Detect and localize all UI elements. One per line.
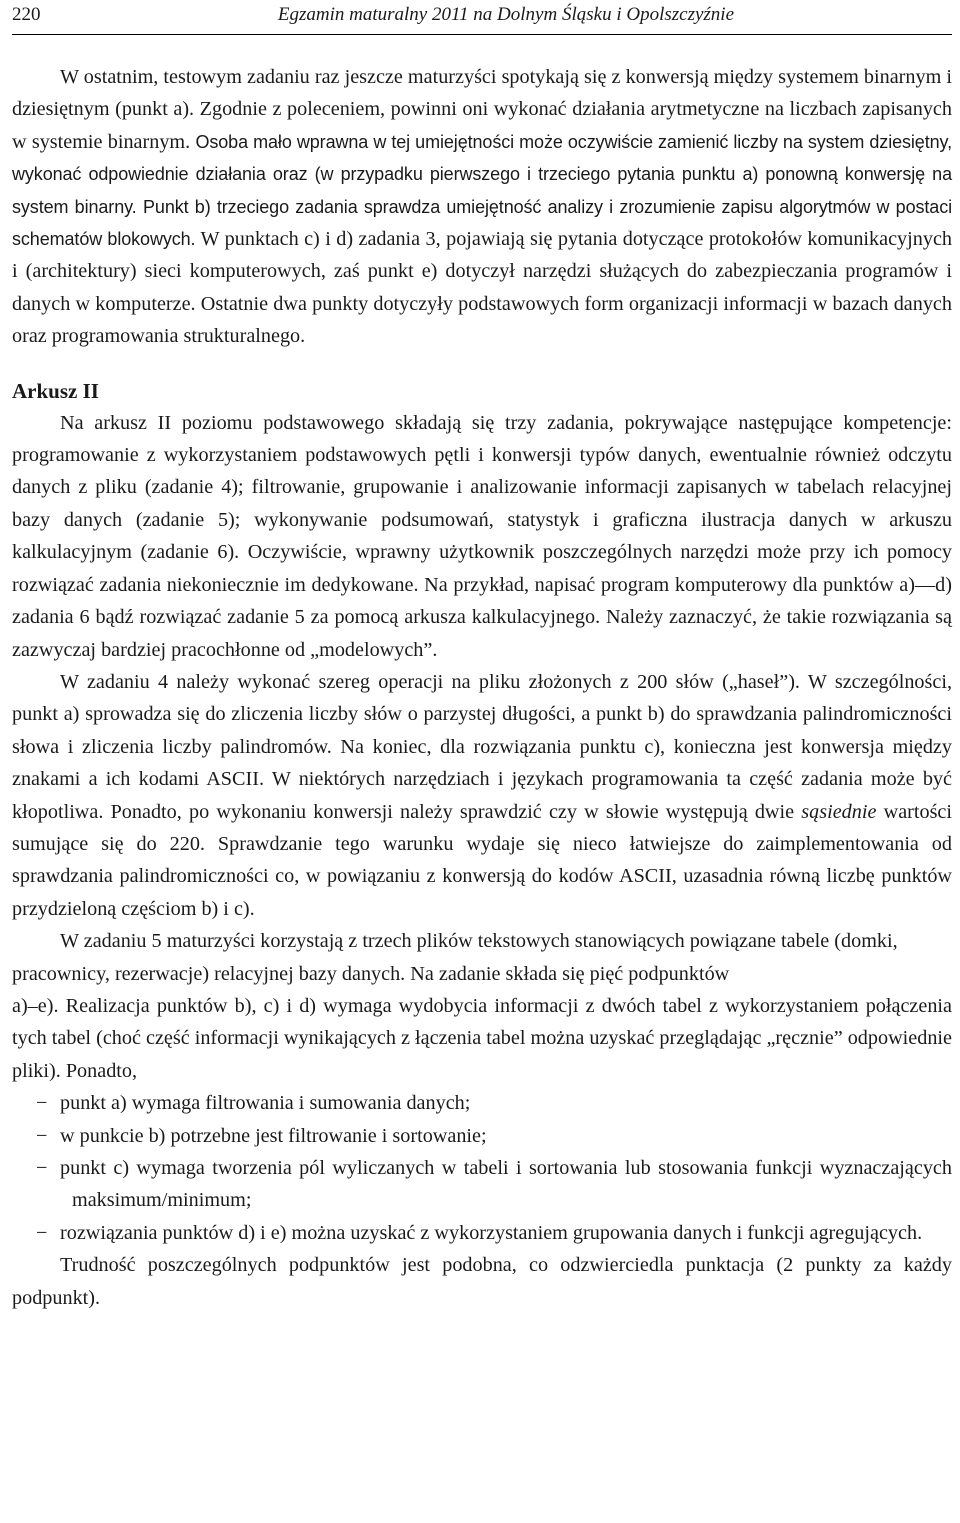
dash-bullet: −: [36, 1092, 48, 1115]
dash-bullet: −: [36, 1124, 48, 1147]
running-title: Egzamin maturalny 2011 na Dolnym Śląsku i Opolszczyźnie: [277, 4, 734, 25]
section-paragraph-2: [12, 666, 952, 925]
running-header: [12, 0, 952, 35]
dash-bullet: −: [36, 1221, 48, 1244]
p2-text-after: wartości sumujące się do 220. Sprawdzanie tego warunku wydaje się nieco łatwiejsze do zaimplementowania od sprawdzania palindromiczności co, w powiązaniu z konwersją do kodów ASCII, uzasadnia równą liczbę punktów przydzieloną częściom b) i c).: [12, 800, 952, 920]
list-item: − punkt a) wymaga filtrowania i sumowania danych;: [12, 1087, 952, 1119]
section-paragraph-3-line-2: a)–e). Realizacja punktów b), c) i d) wymaga wydobycia informacji z dwóch tabel z wykorzystaniem połączenia tych tabel (choć część informacji wynikających z łączenia tabel można uzyskać przeglądając „ręcznie” odpowiednie pliki). Ponadto,: [12, 994, 952, 1082]
intro-part-1: W ostatnim, testowym zadaniu raz jeszcze maturzyści spotykają się z konwersją między systemem binarnym i dziesiętnym (punkt a). Zgodnie z poleceniem, powinni oni wykonać działania arytmetyczne na liczbach zapisanych w systemie binarnym.: [12, 66, 952, 153]
section-paragraph-1: Na arkusz II poziomu podstawowego składają się trzy zadania, pokrywające następujące kompetencje: programowanie z wykorzystaniem podstawowych pętli i konwersji typów danych, ewentualnie również odczytu danych z pliku (zadanie 4); filtrowanie, grupowanie i analizowanie informacji zapisanych w tabelach relacyjnej bazy danych (zadanie 5); wykonywanie podsumowań, statystyk i graficzna ilustracja danych w arkuszu kalkulacyjnym (zadanie 6). Oczywiście, wprawny użytkownik poszczególnych narzędzi może przy ich pomocy rozwiązać zadania niekoniecznie im dedykowane. Na przykład, napisać program komputerowy dla punktów a)—d) zadania 6 bądź rozwiązać zadanie 5 za pomocą arkusza kalkulacyjnego. Należy zaznaczyć, że takie rozwiązania są zazwyczaj bardziej pracochłonne od „modelowych”.: [12, 411, 952, 661]
p2-emphasis: sąsiednie: [801, 800, 877, 823]
section-paragraph-4: Trudność poszczególnych podpunktów jest podobna, co odzwierciedla punktacja (2 punkty za każdy podpunkt).: [12, 1254, 952, 1309]
intro-part-3: Punkt b) trzeciego zadania sprawdza umiejętność analizy i zrozumienie zapisu algorytmów w postaci schematów blokowych.: [12, 196, 953, 250]
list-item: − w punkcie b) potrzebne jest filtrowanie i sortowanie;: [12, 1120, 952, 1152]
page-number: 220: [12, 4, 41, 25]
p2-text-before: W zadaniu 4 należy wykonać szereg operacji na pliku złożonych z 200 słów („haseł”). W szczególności, punkt a) sprowadza się do zliczenia liczby słów o parzystej długości, a punkt b) do sprawdzania palindromiczności słowa i zliczenia liczby palindromów. Na koniec, dla rozwiązania punktu c), konieczna jest konwersja między znakami a ich kodami ASCII. W niektórych narzędziach i językach programowania ta część zadania może być kłopotliwa. Ponadto, po wykonaniu konwersji należy sprawdzić czy w słowie występują dwie: [12, 670, 952, 823]
intro-part-2: Osoba mało wprawna w tej umiejętności może oczywiście zamienić liczby na system dziesiętny, wykonać odpowiednie działania oraz (w przypadku pierwszego i trzeciego pytania punktu a) ponowną konwersję na system binarny.: [12, 131, 952, 217]
intro-paragraph: [12, 61, 952, 353]
intro-part-4: W punktach c) i d) zadania 3, pojawiają się pytania dotyczące protokołów komunikacyjnych i (architektury) sieci komputerowych, zaś punkt e) dotyczył narzędzi służących do zabezpieczania programów i danych w komputerze. Ostatnie dwa punkty dotyczyły podstawowych form organizacji informacji w bazach danych oraz programowania strukturalnego.: [12, 228, 952, 348]
list-item: − punkt c) wymaga tworzenia pól wyliczanych w tabeli i sortowania lub stosowania funkcji wyznaczających maksimum/minimum;: [12, 1152, 952, 1217]
document-page: [12, 0, 952, 1314]
dash-bullet: −: [36, 1157, 48, 1179]
list-item: − rozwiązania punktów d) i e) można uzyskać z wykorzystaniem grupowania danych i funkcji agregujących.: [12, 1217, 952, 1249]
requirements-list: [12, 1087, 952, 1249]
section-paragraph-3-line-1: W zadaniu 5 maturzyści korzystają z trzech plików tekstowych stanowiących powiązane tabele (domki, pracownicy, rezerwacje) relacyjnej bazy danych. Na zadanie składa się pięć podpunktów: [12, 930, 898, 985]
section-heading: Arkusz II: [12, 378, 99, 403]
